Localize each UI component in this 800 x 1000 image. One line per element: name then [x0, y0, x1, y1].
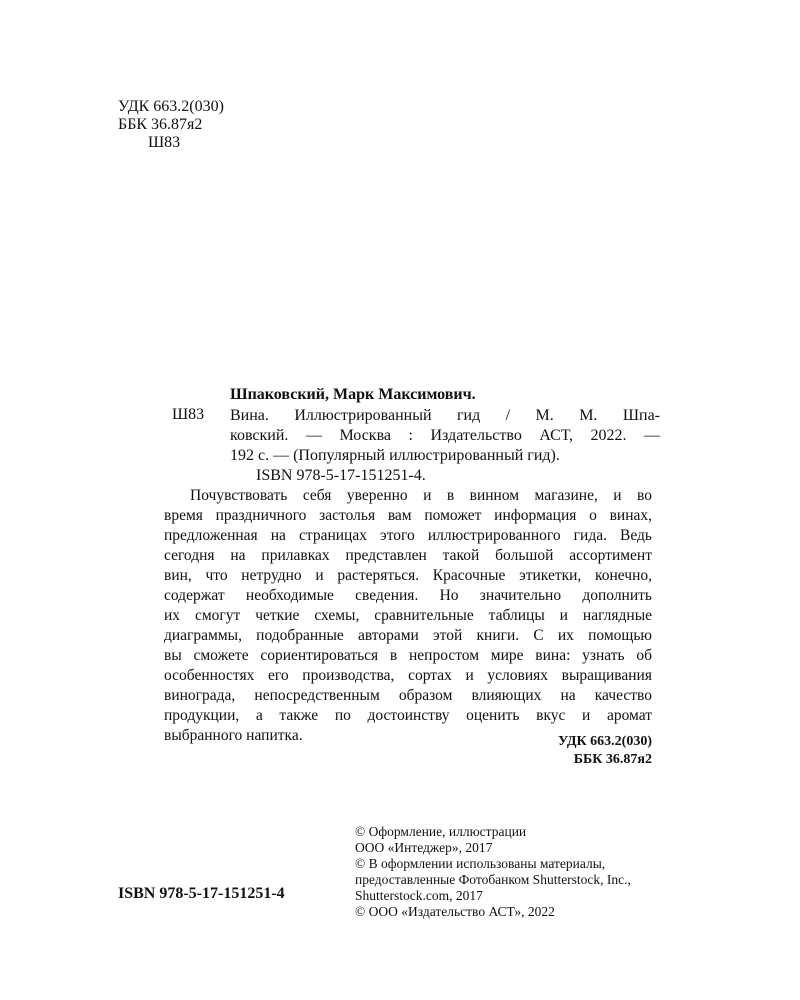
- entry-author-code: Ш83: [172, 406, 205, 423]
- copyright-line: ООО «Интеджер», 2017: [355, 840, 493, 855]
- copyright-line: Shutterstock.com, 2017: [355, 888, 483, 903]
- annotation-line: их смогут четкие схемы, сравнительные таблицы и наглядные: [164, 607, 652, 624]
- author-heading: Шпаковский, Марк Максимович.: [230, 386, 476, 403]
- bbk-code: ББК 36.87я2: [118, 116, 203, 133]
- annotation-line: особенностях его производства, сортах и условиях выращивания: [164, 667, 652, 684]
- annotation-line: предложенная на страницах этого иллюстрированного гида. Ведь: [164, 527, 652, 544]
- copyright-line: © В оформлении использованы материалы,: [355, 856, 606, 871]
- udk-code: УДК 663.2(030): [118, 98, 224, 115]
- annotation-line: Почувствовать себя уверенно и в винном магазине, и во: [190, 487, 652, 504]
- bibliographic-entry: [230, 406, 660, 486]
- annotation-line: диаграммы, подобранные авторами этой книги. С их помощью: [164, 627, 652, 644]
- annotation-line: вин, что нетрудно и растеряться. Красочные этикетки, конечно,: [164, 567, 652, 584]
- annotation-line: время праздничного застолья вам поможет информация о винах,: [164, 507, 652, 524]
- bbk-code-right: ББК 36.87я2: [573, 752, 652, 767]
- annotation-line: сегодня на прилавках представлен такой большой ассортимент: [164, 547, 652, 564]
- udk-code-right: УДК 663.2(030): [558, 734, 652, 749]
- copyright-block: [355, 824, 631, 920]
- annotation-line: вы сможете сориентироваться в непростом мире вина: узнать об: [164, 647, 652, 664]
- entry-isbn-line: ISBN 978-5-17-151251-4.: [256, 467, 426, 484]
- isbn: ISBN 978-5-17-151251-4: [118, 885, 285, 902]
- copyright-line: © ООО «Издательство АСТ», 2022: [355, 904, 555, 919]
- entry-line: Вина. Иллюстрированный гид / М. М. Шпа-: [230, 407, 660, 424]
- annotation-line: содержат необходимые сведения. Но значительно дополнить: [164, 587, 652, 604]
- author-code: Ш83: [148, 134, 181, 151]
- classification-block: [118, 98, 224, 152]
- copyright-line: предоставленные Фотобанком Shutterstock, Inc.,: [355, 872, 631, 887]
- annotation: [164, 486, 652, 746]
- annotation-line: продукции, а также по достоинству оценить вкус и аромат: [164, 707, 652, 724]
- copyright-line: © Оформление, иллюстрации: [355, 824, 527, 839]
- annotation-line: выбранного напитка.: [164, 727, 303, 744]
- entry-line: 192 с. — (Популярный иллюстрированный гид).: [230, 447, 560, 464]
- entry-line: ковский. — Москва : Издательство АСТ, 2022. —: [230, 427, 660, 444]
- annotation-line: винограда, непосредственным образом влияющих на качество: [164, 687, 652, 704]
- classification-right: [452, 733, 652, 769]
